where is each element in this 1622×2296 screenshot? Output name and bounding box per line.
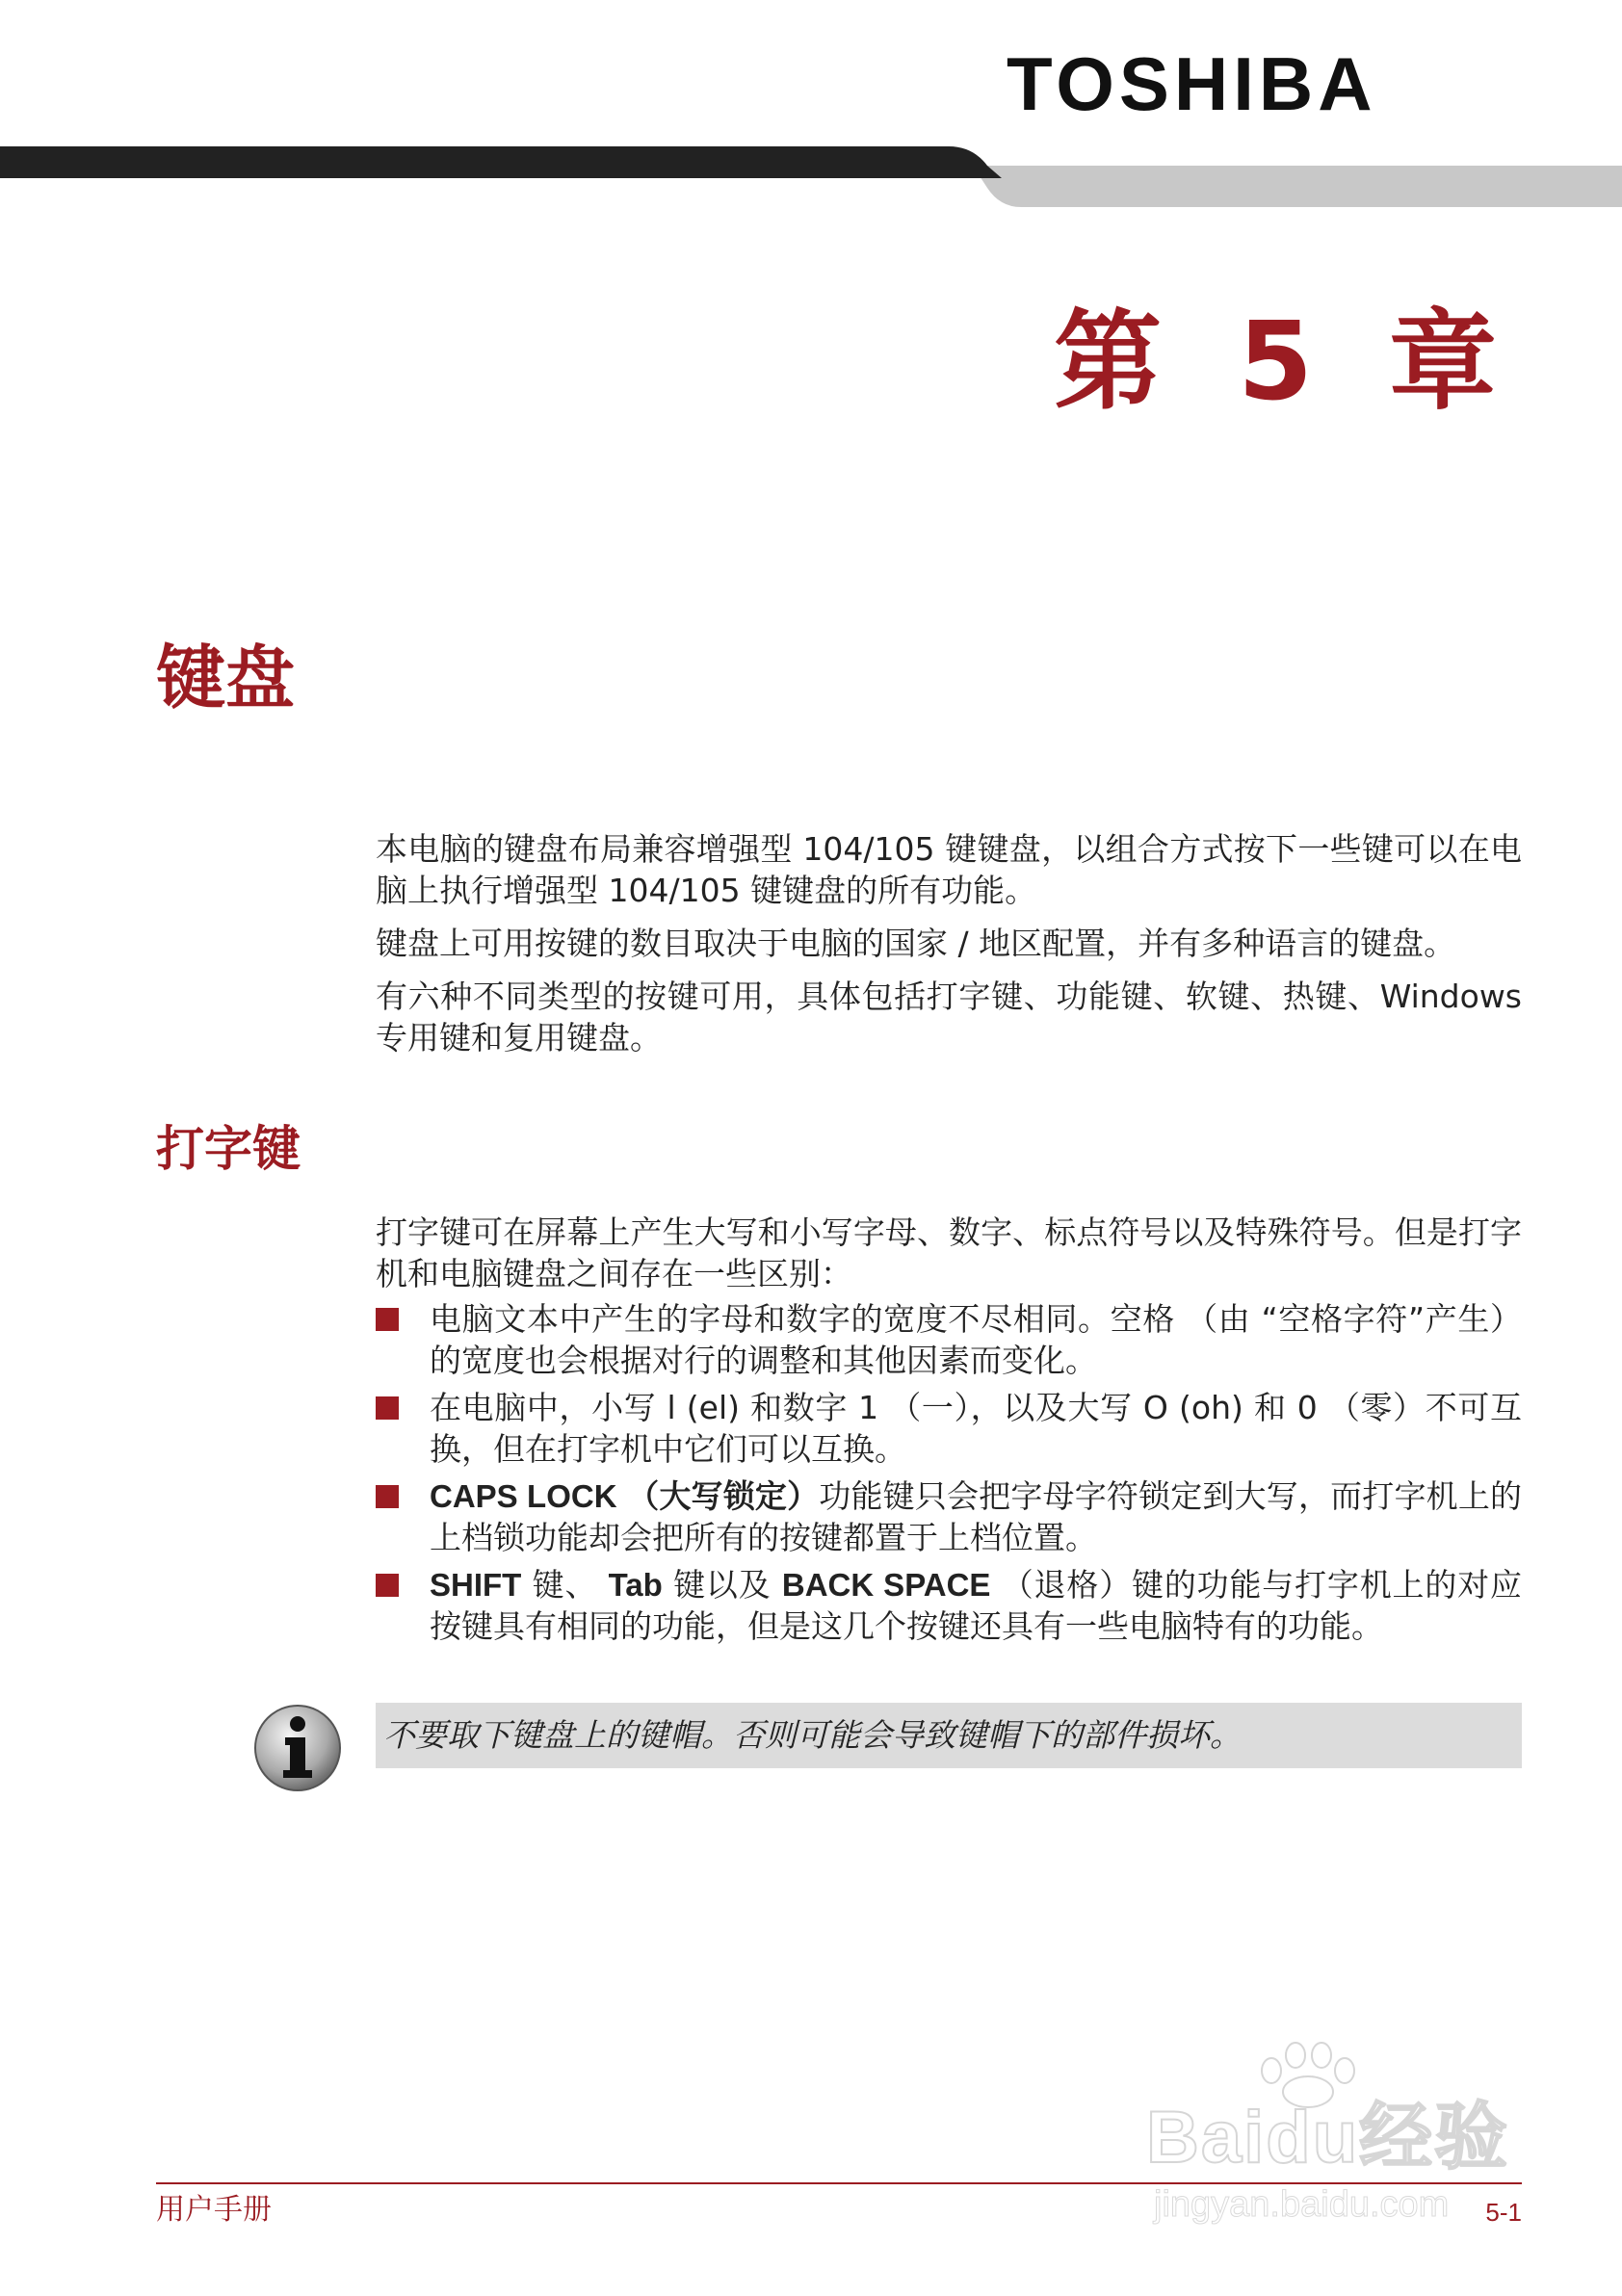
- footer-rule: [156, 2182, 1522, 2184]
- key-name: SHIFT: [430, 1567, 522, 1603]
- list-item-text: 键以及: [662, 1566, 782, 1604]
- page-number: 5-1: [1485, 2198, 1522, 2227]
- baidu-watermark: [1146, 2042, 1531, 2234]
- bullet-square-icon: [376, 1396, 399, 1420]
- list-item-text: 键、: [521, 1566, 609, 1604]
- intro-paragraph: 有六种不同类型的按键可用，具体包括打字键、功能键、软键、热键、Windows 专用键和复用键盘。: [376, 978, 1522, 1057]
- info-icon: [252, 1703, 343, 1793]
- list-item: [376, 1387, 1522, 1470]
- list-item-text: 电脑文本中产生的字母和数字的宽度不尽相同。空格 （由 “空格字符”产生）的宽度也会根据对行的调整和其他因素而变化。: [430, 1300, 1522, 1379]
- note-text: 不要取下键盘上的键帽。否则可能会导致键帽下的部件损坏。: [376, 1703, 1522, 1768]
- bullet-square-icon: [376, 1308, 399, 1331]
- bullet-square-icon: [376, 1574, 399, 1597]
- list-item-text: 在电脑中，小写 l (el) 和数字 1 （一），以及大写 O (oh) 和 0 （零）不可互换，但在打字机中它们可以互换。: [430, 1389, 1522, 1468]
- list-item-text: （退格）键的功能与打字机上的对应按键具有相同的功能，但是这几个按键还具有一些电脑特有的功能。: [430, 1566, 1522, 1645]
- header-light-bar: [973, 166, 1622, 207]
- typing-keys-list: [376, 1298, 1522, 1647]
- list-item: [376, 1564, 1522, 1647]
- typing-keys-heading: 打字键: [156, 1121, 301, 1177]
- watermark-text: Baidu经验: [1146, 2097, 1510, 2179]
- bullet-square-icon: [376, 1485, 399, 1508]
- typing-keys-lead: 打字键可在屏幕上产生大写和小写字母、数字、标点符号以及特殊符号。但是打字机和电脑键盘之间存在一些区别：: [376, 1213, 1522, 1292]
- list-item: [376, 1475, 1522, 1558]
- section-heading: 键盘: [156, 638, 296, 718]
- key-name: BACK SPACE: [781, 1567, 991, 1603]
- intro-text: [376, 828, 1522, 1070]
- list-item: [376, 1298, 1522, 1381]
- intro-paragraph: 本电脑的键盘布局兼容增强型 104/105 键键盘，以组合方式按下一些键可以在电脑上执行增强型 104/105 键键盘的所有功能。: [376, 830, 1522, 909]
- toshiba-logo: TOSHIBA: [1007, 41, 1377, 126]
- key-name: Tab: [608, 1567, 663, 1603]
- header-dark-bar: [0, 146, 1002, 178]
- key-name: CAPS LOCK: [430, 1478, 617, 1514]
- footer-manual-label: 用户手册: [156, 2193, 272, 2227]
- list-item-text: 功能键只会把字母字符锁定到大写，而打字机上的上档锁功能却会把所有的按键都置于上档位置。: [430, 1477, 1523, 1556]
- typing-keys-text: [376, 1212, 1522, 1653]
- watermark-url: jingyan.baidu.com: [1154, 2184, 1450, 2225]
- chapter-title: 第 5 章: [1054, 300, 1516, 425]
- key-name-cn: （大写锁定）: [627, 1477, 820, 1515]
- intro-paragraph: 键盘上可用按键的数目取决于电脑的国家 / 地区配置，并有多种语言的键盘。: [376, 925, 1456, 962]
- header-bars: [0, 135, 1622, 212]
